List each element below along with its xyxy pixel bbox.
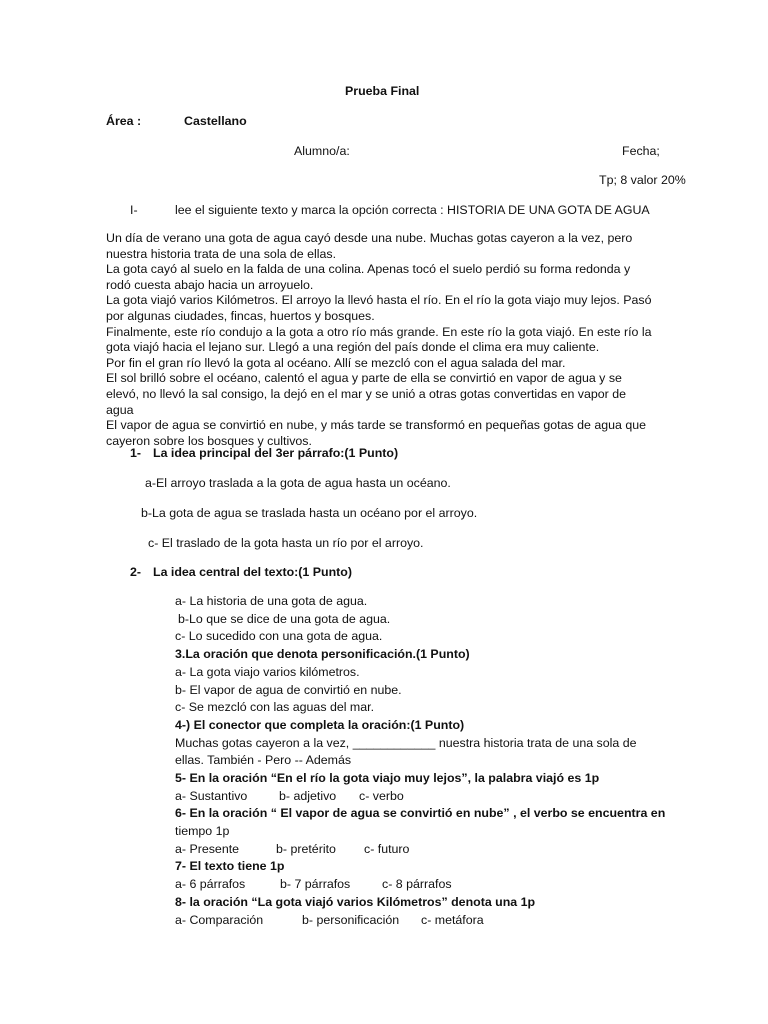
q2-option-c[interactable]: c- Lo sucedido con una gota de agua. [175,629,383,643]
story-line: Finalmente, este río condujo a la gota a otro río más grande. En este río la gota viajó. En este río la [106,324,652,339]
q6-option-a[interactable]: a- Presente [175,842,240,856]
q2-number: 2- [130,565,142,579]
story-line: Por fin el gran río llevó la gota al océano. Allí se mezcló con el agua salada del mar. [106,355,566,370]
q4-sentence-line1: Muchas gotas cayeron a la vez, ____________ nuestra historia trata de una sola de [175,736,637,750]
q7-option-c[interactable]: c- 8 párrafos [382,877,452,891]
q3-option-a[interactable]: a- La gota viajo varios kilómetros. [175,665,360,679]
q2-question: La idea central del texto:(1 Punto) [153,565,352,579]
q4-question: 4-) El conector que completa la oración:(1 Punto) [175,718,465,732]
story-line: El vapor de agua se convirtió en nube, y más tarde se transformó en pequeñas gotas de agua que [106,418,647,433]
story-line: La gota cayó al suelo en la falda de una colina. Apenas tocó el suelo perdió su forma redonda y [106,262,631,277]
section-instruction [175,203,650,217]
q5-question: 5- En la oración “En el río la gota viajo muy lejos”, la palabra viajó es 1p [175,771,600,785]
section-number: I- [130,203,138,217]
q7-question: 7- El texto tiene 1p [175,859,285,873]
q7-option-b[interactable]: b- 7 párrafos [280,877,351,891]
section-instruction-text: lee el siguiente texto y marca la opción correcta : HISTORIA DE UNA GOTA DE AGUA [175,203,650,217]
story-line: gota viajó hacia el lejano sur. Llegó a una región del país donde el clima era muy caliente. [106,340,600,355]
q6-option-c[interactable]: c- futuro [364,842,410,856]
story-line: elevó, no llevó la sal consigo, la dejó en el mar y se unió a otras gotas convertidas en vapor de [106,386,627,401]
q3-question: 3.La oración que denota personificación.(1 Punto) [175,647,470,661]
story-line: rodó cuesta abajo hacia un arroyuelo. [106,277,314,292]
story-line: cayeron sobre los bosques y cultivos. [106,433,312,448]
q7-option-a[interactable]: a- 6 párrafos [175,877,246,891]
page-title: Prueba Final [345,84,420,98]
story-line: La gota viajó varios Kilómetros. El arroyo la llevó hasta el río. En el río la gota viajo muy lejos. Pasó [106,293,652,308]
story-line: El sol brilló sobre el océano, calentó el agua y parte de ella se convirtió en vapor de agua y se [106,371,622,386]
q6-option-b[interactable]: b- pretérito [276,842,336,856]
q6-question-line1: 6- En la oración “ El vapor de agua se convirtió en nube” , el verbo se encuentra en [175,806,666,820]
q2-option-a[interactable]: a- La historia de una gota de agua. [175,594,368,608]
q8-option-a[interactable]: a- Comparación [175,913,264,927]
q1-option-a[interactable]: a-El arroyo traslada a la gota de agua hasta un océano. [145,476,451,490]
q6-question-line2: tiempo 1p [175,824,230,838]
q3-option-b[interactable]: b- El vapor de agua de convirtió en nube. [175,683,402,697]
q2-option-b[interactable]: b-Lo que se dice de una gota de agua. [178,612,391,626]
story-line: Un día de verano una gota de agua cayó desde una nube. Muchas gotas cayeron a la vez, pero [106,231,633,245]
fecha-label: Fecha; [622,144,660,158]
q3-option-c[interactable]: c- Se mezcló con las aguas del mar. [175,700,375,714]
story-line: nuestra historia trata de una sola de ellas. [106,246,337,261]
story-text [106,231,666,449]
tp-label: Tp; 8 valor 20% [599,173,686,187]
q4-sentence-line2: ellas. También - Pero -- Además [175,753,352,767]
q1-option-c[interactable]: c- El traslado de la gota hasta un río por el arroyo. [148,536,424,550]
story-line: por algunas ciudades, fincas, huertos y bosques. [106,308,375,323]
alumno-label: Alumno/a: [294,144,350,158]
q8-option-b[interactable]: b- personificación [302,913,400,927]
area-label: Área : [106,114,142,128]
q5-option-b[interactable]: b- adjetivo [279,789,337,803]
q8-option-c[interactable]: c- metáfora [421,913,484,927]
q1-option-b[interactable]: b-La gota de agua se traslada hasta un océano por el arroyo. [141,506,478,520]
q5-option-a[interactable]: a- Sustantivo [175,789,248,803]
q5-option-c[interactable]: c- verbo [359,789,404,803]
story-line: agua [106,402,134,417]
area-value: Castellano [184,114,247,128]
q1-question: La idea principal del 3er párrafo:(1 Punto) [153,446,399,460]
q1-number: 1- [130,446,142,460]
q8-question: 8- la oración “La gota viajó varios Kilómetros” denota una 1p [175,895,536,909]
